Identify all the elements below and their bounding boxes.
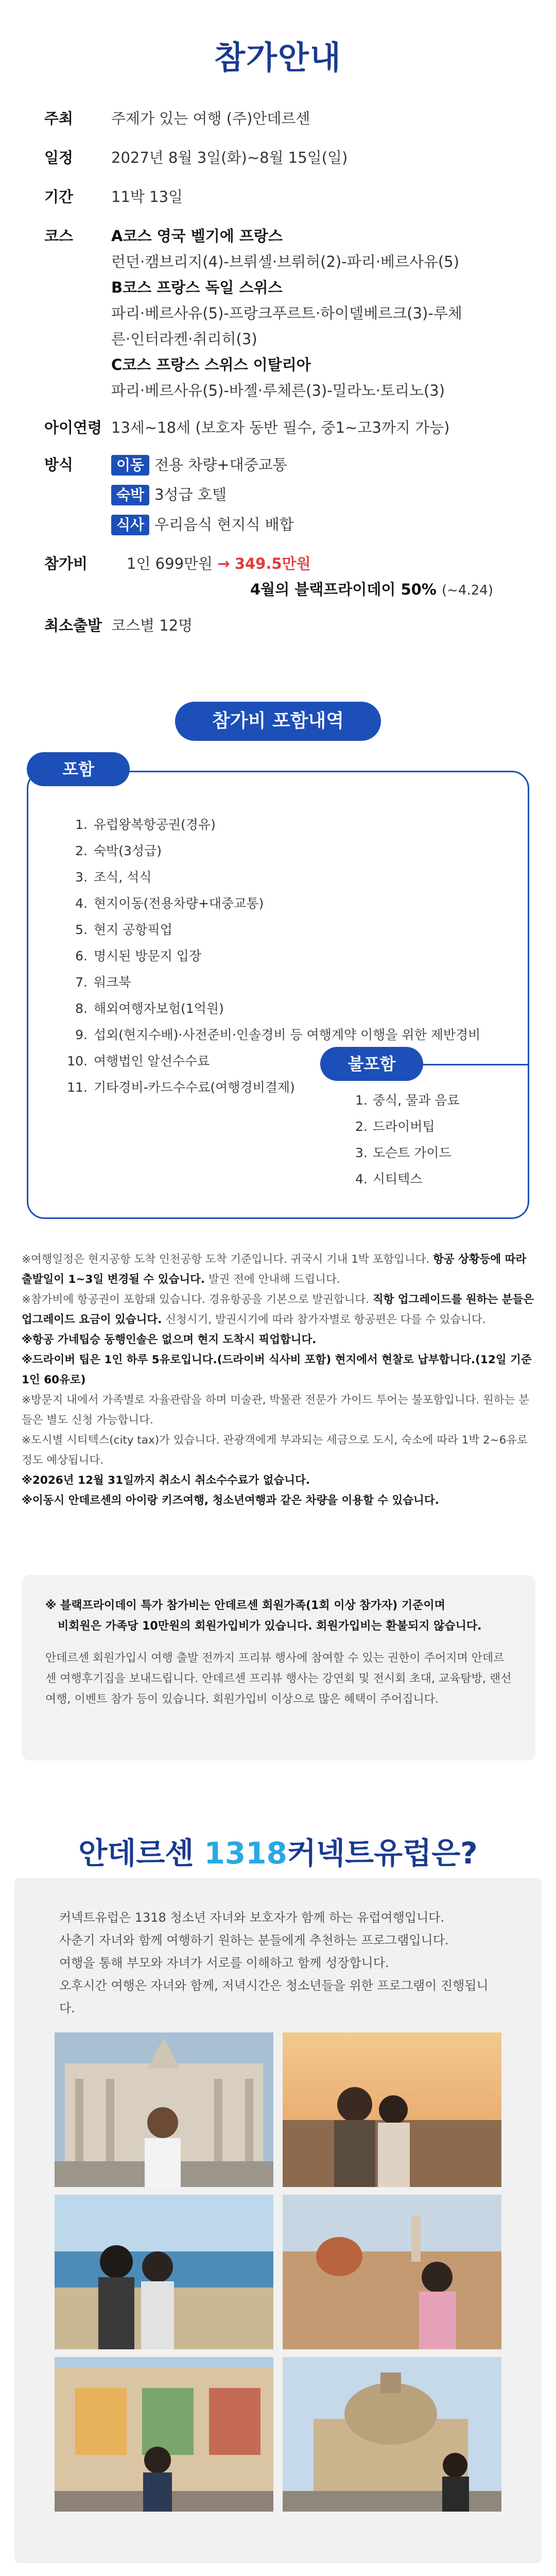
course-route: 른·인터라켄·취리히(3): [111, 330, 257, 348]
method-list: [111, 452, 518, 541]
include-tab: 포함: [27, 752, 130, 786]
promo-period: (~4.24): [442, 583, 493, 598]
method-item: [111, 482, 518, 507]
price-line: [111, 551, 518, 577]
promo-label: 4월의 블랙프라이데이 50%: [250, 581, 437, 598]
course-title: C코스 프랑스 스위스 이탈리아: [111, 356, 311, 374]
info-value: 코스별 12명: [111, 617, 193, 634]
info-label: 주최: [44, 110, 74, 127]
photo-florence: [283, 2195, 501, 2349]
info-row-method: [44, 452, 518, 541]
fee-value: [111, 551, 518, 577]
photo-cathedral: [55, 2032, 273, 2187]
page-title: 참가안내: [214, 39, 342, 76]
info-row-period: [44, 184, 518, 210]
list-item: 2. 숙박(3성급): [75, 843, 162, 858]
info-label: 참가비: [44, 555, 88, 572]
exclude-tab: 불포함: [320, 1047, 423, 1081]
info-value: 11박 13일: [111, 188, 183, 206]
method-item: [111, 452, 518, 478]
divider: [423, 1064, 529, 1065]
photo-sunset: [283, 2032, 501, 2187]
section-title-pill: 참가비 포함내역: [175, 702, 381, 741]
info-value: 13세~18세 (보호자 동반 필수, 중1~고3까지 가능): [111, 419, 450, 436]
list-item: 3. 도슨트 가이드: [355, 1145, 451, 1160]
info-row-schedule: [44, 145, 518, 171]
course-route: 파리·베르사유(5)-프랑크푸르트·하이델베르크(3)-루체: [111, 304, 462, 322]
card-bold-line: ※ 블랙프라이데이 특가 참가비는 안데르센 회원가족(1회 이상 참가자) 기준이며: [45, 1599, 445, 1612]
info-row-min: [44, 613, 518, 638]
connect-line: 여행을 통해 부모와 자녀가 서로를 이해하고 함께 성장합니다.: [59, 1956, 389, 1970]
photo-beach: [55, 2195, 273, 2349]
connect-line: 사춘기 자녀와 함께 여행하기 원하는 분들에게 추천하는 프로그램입니다.: [59, 1933, 449, 1947]
price-old: 1인 699만원: [127, 555, 213, 572]
method-item: [111, 512, 518, 537]
note: ※드라이버 팁은 1인 하루 5유로입니다.(드라이버 식사비 포함) 현지에서 현찰로 납부합니다.(12일 기준 1인 60유로): [22, 1353, 532, 1386]
course-title: B코스 프랑스 독일 스위스: [111, 279, 283, 296]
info-label: 코스: [44, 227, 74, 245]
info-row-fee: [44, 551, 518, 577]
method-tag: 이동: [111, 455, 149, 476]
list-item: 4. 현지이동(전용차량+대중교통): [75, 896, 264, 911]
card-body: 안데르센 회원가입시 여행 출발 전까지 프리뷰 행사에 참여할 수 있는 권한이 주어지며 안데르센 여행후기집을 보내드립니다. 안데르센 프리뷰 행사는 강연회 및 전시회 초대, 교육탐방, 랜선여행, 이벤트 참가 등이 있습니다. 회원가입비 이상으로 많은 혜택이 주어집니다.: [45, 1652, 512, 1706]
course-list: [111, 223, 518, 403]
list-item: 5. 현지 공항픽업: [75, 922, 172, 937]
info-value: 2027년 8월 3일(화)~8월 15일(일): [111, 149, 348, 166]
info-label: 일정: [44, 149, 74, 166]
membership-card: [22, 1575, 535, 1760]
list-item: 6. 명시된 방문지 입장: [75, 948, 202, 963]
info-label: 최소출발: [44, 617, 102, 634]
connect-title: 안데르센 1318커넥트유럽은?: [78, 1836, 478, 1871]
list-item: 3. 조식, 석식: [75, 870, 152, 885]
note: ※2026년 12월 31일까지 취소시 취소수수료가 없습니다.: [22, 1474, 310, 1487]
promo-text: [44, 577, 493, 603]
list-item: 11. 기타경비-카드수수료(여행경비결제): [67, 1080, 295, 1095]
method-text: 우리음식 현지식 배합: [154, 516, 294, 533]
connect-text: [59, 1906, 497, 2020]
info-row-age: [44, 415, 518, 440]
info-row-host: [44, 106, 518, 131]
connect-line: 오후시간 여행은 자녀와 함께, 저녁시간은 청소년들을 위한 프로그램이 진행됩니다.: [59, 1978, 489, 2015]
note: ※항공 가네팁승 동행인솔은 없으며 현지 도착시 픽업합니다.: [22, 1333, 317, 1346]
note: ※참가비에 항공권이 포함돼 있습니다. 경유항공을 기본으로 발권합니다. 직항 업그레이드를 원하는 분들은 업그레이드 요금이 있습니다. 신청시기, 발권시기에 따라 참가자별로 항공편은 다를 수 있습니다.: [22, 1293, 534, 1326]
info-label: 방식: [44, 456, 74, 473]
course-route: 런던·캠브리지(4)-브뤼셀·브뤼허(2)-파리·베르사유(5): [111, 253, 460, 270]
info-label: 아이연령: [44, 419, 102, 436]
method-text: 전용 차량+대중교통: [154, 456, 287, 473]
info-label: 기간: [44, 188, 74, 206]
note: ※여행일정은 현지공항 도착 인천공항 도착 기준입니다. 귀국시 기내 1박 포함입니다. 항공 상황등에 따라 출발일이 1~3일 변경될 수 있습니다. 발권 전에 안내해 드립니다.: [22, 1253, 527, 1286]
list-item: 2. 드라이버팁: [355, 1119, 435, 1134]
method-tag: 숙박: [111, 485, 149, 505]
card-bold-line: 비회원은 가족당 10만원의 회원가입비가 있습니다. 회원가입비는 환불되지 않습니다.: [58, 1620, 482, 1633]
method-text: 3성급 호텔: [154, 486, 227, 503]
photo-mural: [55, 2357, 273, 2512]
list-item: 8. 해외여행자보험(1억원): [75, 1001, 224, 1016]
course-title: A코스 영국 벨기에 프랑스: [111, 227, 283, 245]
info-table: [44, 106, 518, 638]
arrow-icon: →: [217, 555, 230, 572]
price-new: 349.5만원: [234, 555, 311, 572]
method-tag: 식사: [111, 515, 149, 535]
notes: [22, 1249, 536, 1511]
exclude-list: [355, 1087, 460, 1192]
promo-row: [44, 577, 518, 603]
photo-radcliffe: [283, 2357, 501, 2512]
note: ※도시별 시티텍스(city tax)가 있습니다. 관광객에게 부과되는 세금으로 도시, 숙소에 따라 1박 2~6유로 정도 예상됩니다.: [22, 1434, 528, 1467]
list-item: 9. 섭외(현지수배)·사전준비·인솔경비 등 여행계약 이행을 위한 제반경비: [75, 1027, 481, 1042]
list-item: 7. 워크북: [75, 975, 131, 990]
list-item: 10. 여행법인 알선수수료: [67, 1054, 210, 1069]
list-item: 1. 중식, 물과 음료: [355, 1093, 460, 1108]
info-row-course: [44, 223, 518, 403]
list-item: 4. 시티텍스: [355, 1172, 423, 1187]
course-route: 파리·베르사유(5)-바젤·루체른(3)-밀라노·토리노(3): [111, 382, 445, 399]
connect-line: 커넥트유럽은 1318 청소년 자녀와 보호자가 함께 하는 유럽여행입니다.: [59, 1910, 445, 1925]
info-value: 주제가 있는 여행 (주)안데르센: [111, 110, 310, 127]
note: ※이동시 안데르센의 아이랑 키즈여행, 청소년여행과 같은 차량을 이용할 수 있습니다.: [22, 1494, 439, 1507]
list-item: 1. 유럽왕복항공권(경유): [75, 817, 216, 832]
note: ※방문지 내에서 가족별로 자율관람을 하며 미술관, 박물관 전문가 가이드 투어는 불포함입니다. 원하는 분들은 별도 신청 가능합니다.: [22, 1394, 529, 1427]
